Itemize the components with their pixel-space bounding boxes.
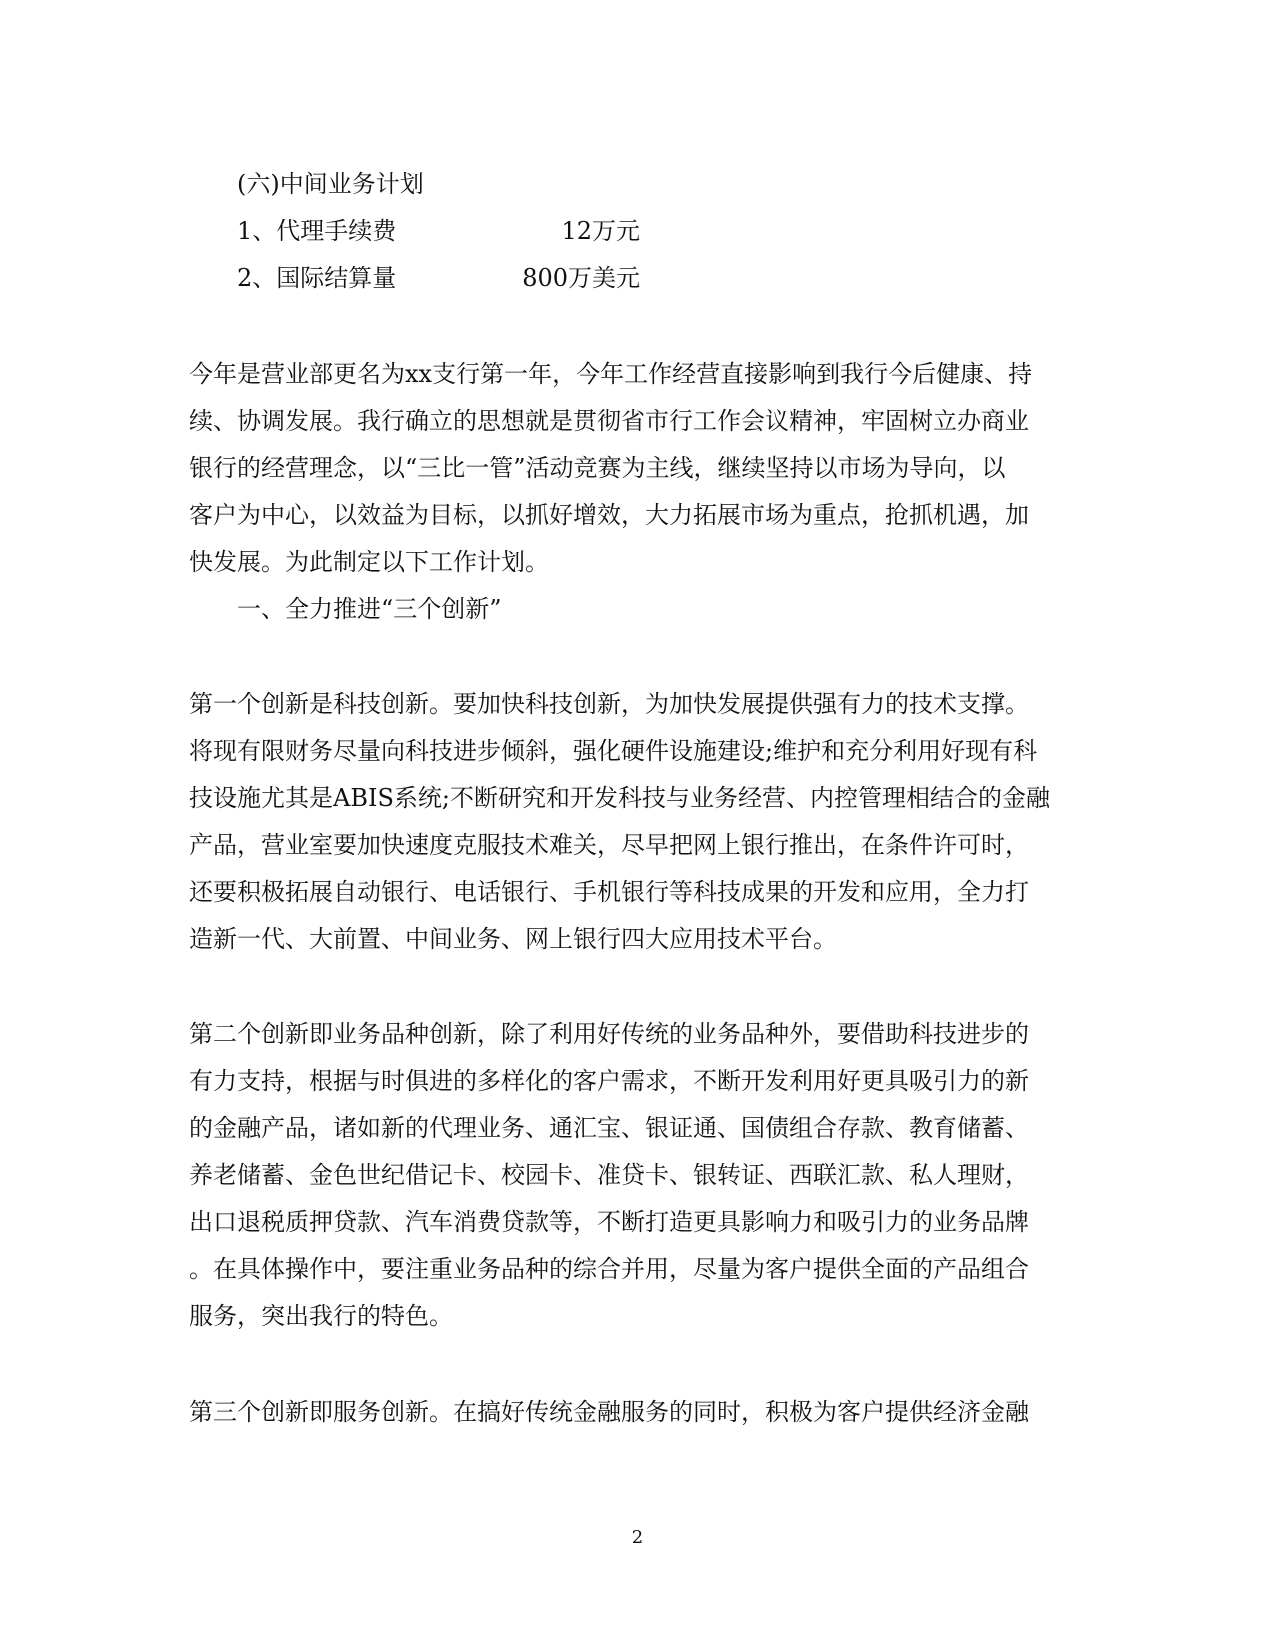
paragraph-line: 第二个创新即业务品种创新，除了利用好传统的业务品种外，要借助科技进步的 — [189, 1020, 1029, 1048]
paragraph-line: 有力支持，根据与时俱进的多样化的客户需求，不断开发利用好更具吸引力的新 — [189, 1067, 1029, 1095]
paragraph-line: 客户为中心，以效益为目标，以抓好增效，大力拓展市场为重点，抢抓机遇，加 — [189, 501, 1029, 529]
paragraph-line: 第一个创新是科技创新。要加快科技创新，为加快发展提供强有力的技术支撑。 — [189, 690, 1029, 718]
paragraph-line: 技设施尤其是ABIS系统;不断研究和开发科技与业务经营、内控管理相结合的金融 — [189, 784, 1050, 812]
paragraph-line: 今年是营业部更名为xx支行第一年，今年工作经营直接影响到我行今后健康、持 — [189, 360, 1033, 388]
paragraph-line: 快发展。为此制定以下工作计划。 — [189, 548, 549, 576]
paragraph-line: 服务，突出我行的特色。 — [189, 1302, 453, 1330]
page-number: 2 — [631, 1527, 644, 1548]
list-item-label: 1、代理手续费 — [237, 217, 397, 245]
list-item-value: 12万元 — [561, 217, 640, 245]
paragraph-line: 的金融产品，诸如新的代理业务、通汇宝、银证通、国债组合存款、教育储蓄、 — [189, 1114, 1029, 1142]
part-heading: 一、全力推进“三个创新” — [237, 595, 502, 623]
paragraph-line: 银行的经营理念，以“三比一管”活动竞赛为主线，继续坚持以市场为导向，以 — [189, 454, 1006, 482]
section-heading: (六)中间业务计划 — [237, 170, 424, 198]
list-item-label: 2、国际结算量 — [237, 264, 397, 292]
paragraph-line: 第三个创新即服务创新。在搞好传统金融服务的同时，积极为客户提供经济金融 — [189, 1398, 1029, 1426]
paragraph-line: 将现有限财务尽量向科技进步倾斜，强化硬件设施建设;维护和充分利用好现有科 — [189, 737, 1038, 765]
paragraph-line: 造新一代、大前置、中间业务、网上银行四大应用技术平台。 — [189, 925, 837, 953]
paragraph-line: 。在具体操作中，要注重业务品种的综合并用，尽量为客户提供全面的产品组合 — [189, 1255, 1029, 1283]
paragraph-line: 续、协调发展。我行确立的思想就是贯彻省市行工作会议精神，牢固树立办商业 — [189, 407, 1029, 435]
list-item-value: 800万美元 — [522, 264, 640, 292]
paragraph-line: 养老储蓄、金色世纪借记卡、校园卡、准贷卡、银转证、西联汇款、私人理财， — [189, 1161, 1029, 1189]
paragraph-line: 产品，营业室要加快速度克服技术难关，尽早把网上银行推出，在条件许可时， — [189, 831, 1029, 859]
paragraph-line: 还要积极拓展自动银行、电话银行、手机银行等科技成果的开发和应用，全力打 — [189, 878, 1029, 906]
paragraph-line: 出口退税质押贷款、汽车消费贷款等，不断打造更具影响力和吸引力的业务品牌 — [189, 1208, 1029, 1236]
